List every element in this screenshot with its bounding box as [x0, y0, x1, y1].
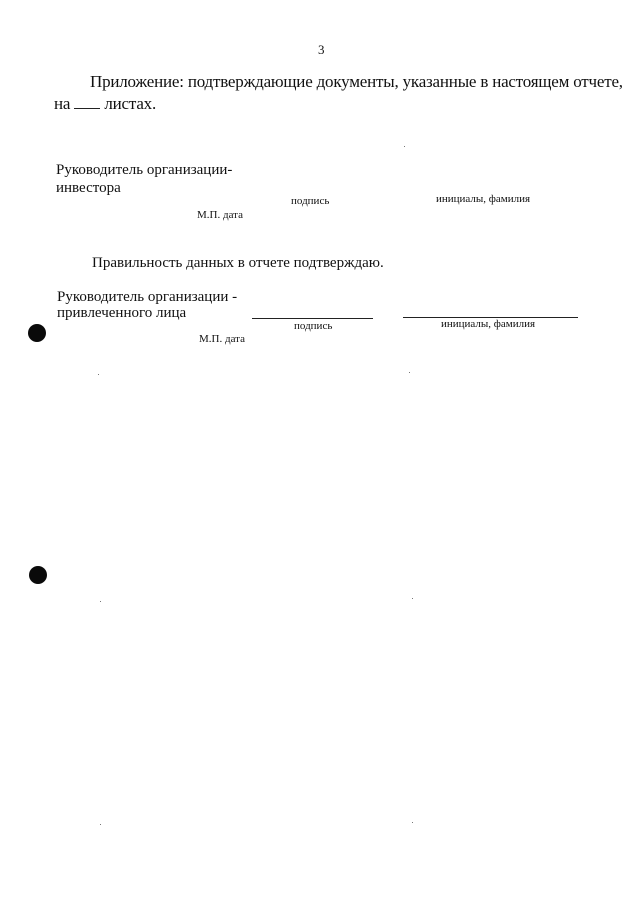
punch-hole-bottom	[29, 566, 47, 584]
scan-speck	[404, 146, 405, 147]
investor-name-caption: инициалы, фамилия	[436, 193, 531, 205]
scan-speck	[409, 372, 410, 373]
appendix-prefix: на	[54, 94, 71, 113]
attracted-name-caption: инициалы, фамилия	[441, 318, 536, 330]
appendix-line-1: Приложение: подтверждающие документы, указанные в настоящем отчете,	[90, 72, 623, 91]
investor-signature-caption: подпись	[291, 195, 330, 207]
scan-speck	[412, 822, 413, 823]
scan-speck	[100, 824, 101, 825]
investor-head-label-line-1: Руководитель организации-	[56, 162, 233, 178]
appendix-line-2	[54, 94, 156, 114]
confirmation-statement: Правильность данных в отчете подтверждаю.	[92, 255, 384, 271]
appendix-suffix: листах.	[104, 94, 157, 113]
attracted-stamp-date: М.П. дата	[199, 333, 245, 345]
sheet-count-blank	[74, 96, 100, 109]
attracted-signature-line	[252, 318, 373, 319]
attracted-head-label-line-2: привлеченного лица	[57, 305, 187, 321]
punch-hole-top	[28, 324, 46, 342]
page-number: 3	[318, 42, 325, 57]
scan-speck	[100, 601, 101, 602]
scan-speck	[412, 598, 413, 599]
attracted-signature-caption: подпись	[294, 320, 333, 332]
attracted-head-label-line-1: Руководитель организации -	[57, 289, 238, 305]
investor-stamp-date: М.П. дата	[197, 209, 243, 221]
scan-speck	[98, 374, 99, 375]
investor-head-label-line-2: инвестора	[56, 180, 121, 196]
